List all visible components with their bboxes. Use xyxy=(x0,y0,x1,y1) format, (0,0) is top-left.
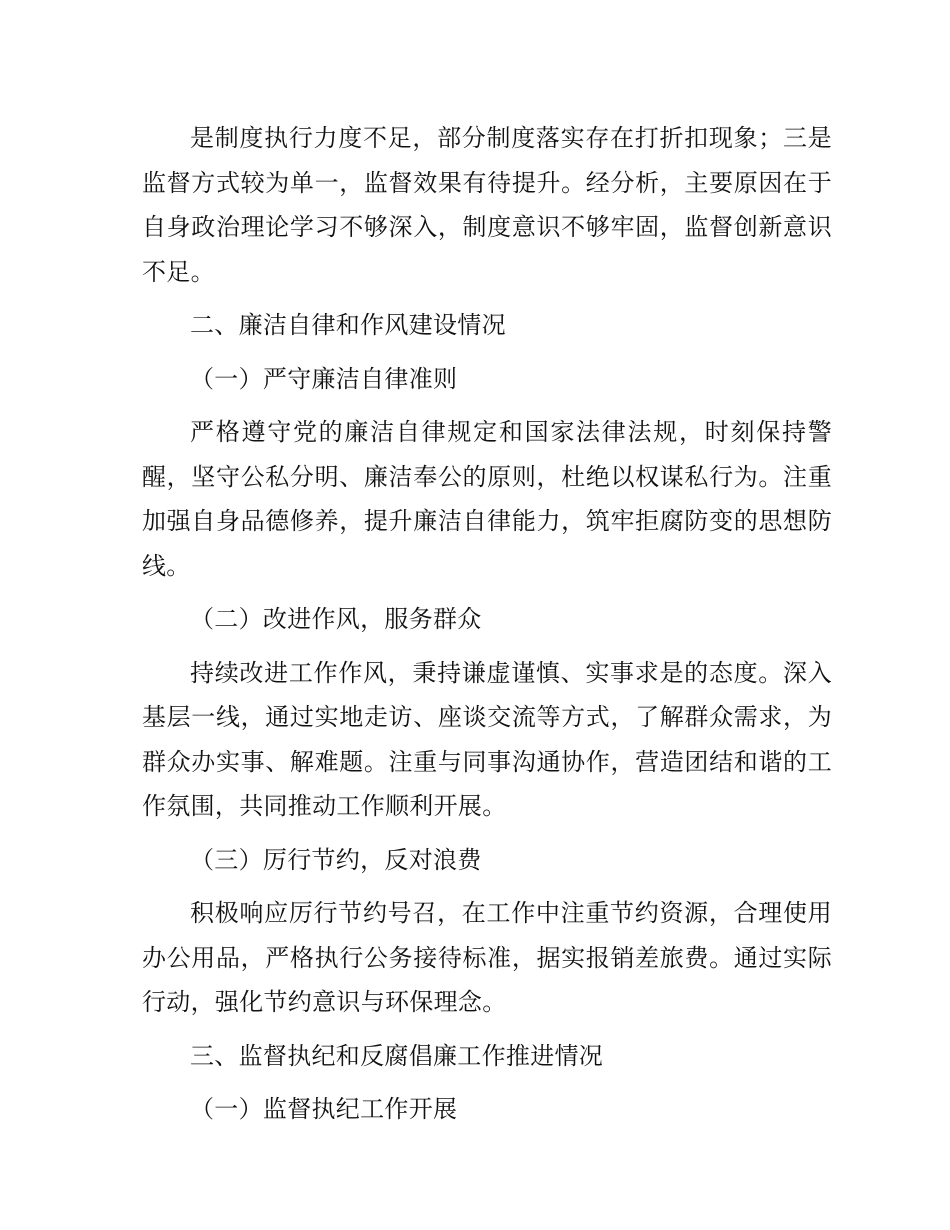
section-heading-integrity: 二、廉洁自律和作风建设情况 xyxy=(190,311,506,339)
paragraph-problems-continued: 是制度执行力度不足，部分制度落实存在打折扣现象；三是监督方式较为单一，监督效果有待提升。经分析，主要原因在于自身政治理论学习不够深入，制度意识不够牢固，监督创新意识不足。 xyxy=(142,124,832,286)
paragraph-frugality: 积极响应厉行节约号召，在工作中注重节约资源，合理使用办公用品，严格执行公务接待标准，据实报销差旅费。通过实际行动，强化节约意识与环保理念。 xyxy=(142,899,832,1016)
paragraph-integrity-rules: 严格遵守党的廉洁自律规定和国家法律法规，时刻保持警醒，坚守公私分明、廉洁奉公的原则，杜绝以权谋私行为。注重加强自身品德修养，提升廉洁自律能力，筑牢拒腐防变的思想防线。 xyxy=(142,418,832,580)
subheading-frugality: （三）厉行节约，反对浪费 xyxy=(190,845,482,874)
subheading-improve-style: （二）改进作风，服务群众 xyxy=(190,605,482,633)
section-heading-supervision: 三、监督执纪和反腐倡廉工作推进情况 xyxy=(190,1041,604,1070)
subheading-supervision-work: （一）监督执纪工作开展 xyxy=(190,1095,458,1123)
document-body xyxy=(142,116,832,1141)
subheading-integrity-rules: （一）严守廉洁自律准则 xyxy=(190,364,458,393)
paragraph-improve-style: 持续改进工作作风，秉持谦虚谨慎、实事求是的态度。深入基层一线，通过实地走访、座谈交流等方式，了解群众需求，为群众办实事、解难题。注重与同事沟通协作，营造团结和谐的工作氛围，共同推动工作顺利开展。 xyxy=(142,658,832,820)
